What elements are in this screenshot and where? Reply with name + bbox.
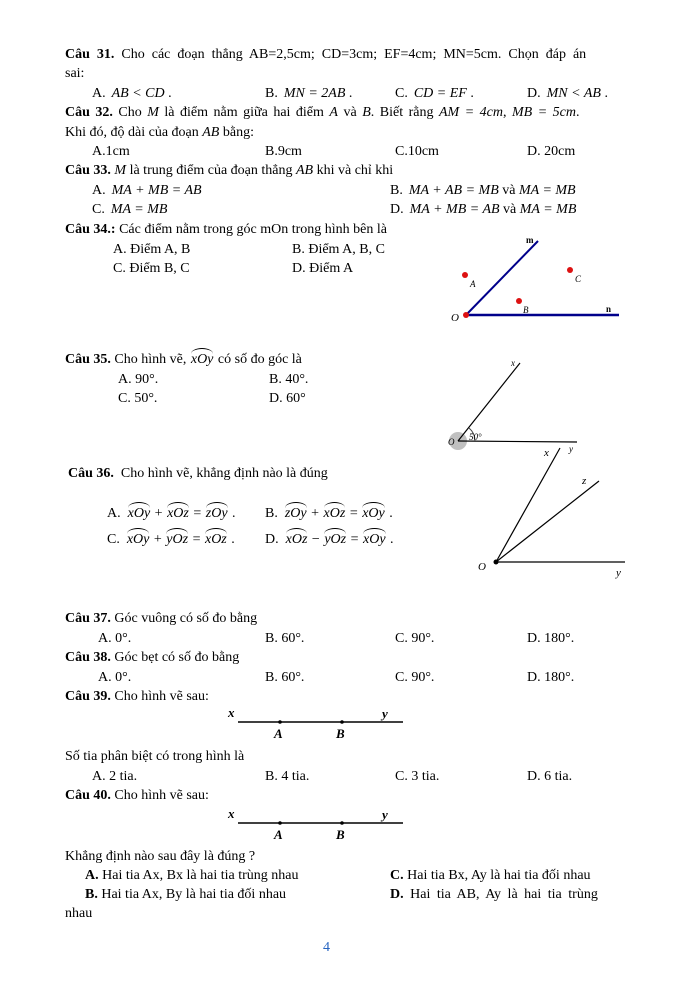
option: D. xOz − yOz = xOy . [265,532,394,547]
ray-y-label: y [569,444,573,454]
option: B.9cm [265,144,302,159]
q38-label: Câu 38. [65,650,111,665]
q32-line1: Câu 32. Cho M là điểm nằm giữa hai điểm A và B. Biết rằng AM = 4cm, MB = 5cm. [65,105,580,120]
option: C. Hai tia Bx, Ay là hai tia đối nhau [390,868,591,883]
q35-line: Câu 35. Cho hình vẽ, xOy có số đo góc là [65,352,302,367]
option: C. Điểm B, C [113,261,190,276]
q37-label: Câu 37. [65,611,111,626]
option: A. MA + MB = AB [92,183,202,198]
option: A. Hai tia Ax, Bx là hai tia trùng nhau [85,868,299,883]
option: C. MA = MB [92,202,168,217]
ray-x-label: x [228,806,235,821]
option: A. AB < CD . [92,86,172,101]
point-b-label: B [336,726,345,741]
option: A.1cm [92,144,130,159]
option: D. Điểm A [292,261,354,276]
point-c-label: C [575,274,582,284]
q33-label: Câu 33. [65,163,111,178]
figure-q39-line-xy [225,704,410,744]
option: D. MN < AB . [527,86,608,101]
q40-line [0,786,694,805]
option: B. 4 tia. [265,769,310,784]
option: B. zOy + xOz = xOy . [265,506,393,521]
option: C.10cm [395,144,439,159]
option: D. 60° [269,391,306,406]
option: A. 0°. [98,631,132,646]
ray-z-label: z [582,475,587,487]
q34-label: Câu 34.: [65,222,116,237]
option: B. MA + AB = MB và MA = MB [390,183,576,198]
point-a-label: A [274,827,283,842]
vertex-o-dot [463,312,469,318]
q39-text: Cho hình vẽ sau: [114,689,209,704]
option: D. 180°. [527,631,575,646]
q31-line2 [0,64,694,83]
ray-z [496,481,599,562]
q32-label: Câu 32. [65,105,113,120]
q40-overflow: nhau [65,906,93,921]
ray-m-label: m [526,235,534,245]
figure-q34-angle-mOn [445,228,640,325]
option: D. MA + MB = AB và MA = MB [390,202,577,217]
vertex-o-label: O [478,561,486,573]
option: B. 60°. [265,670,305,685]
q40-question: Khẳng định nào sau đây là đúng ? [65,849,256,864]
option: D. 20cm [527,144,576,159]
angle-xOy: xOy [190,352,214,367]
q31-text: Cho các đoạn thẳng AB=2,5cm; CD=3cm; EF=4cm; MN=5cm. Chọn đáp án [121,47,587,62]
point-b-label: B [523,305,529,315]
option: D. 6 tia. [527,769,573,784]
q39-label: Câu 39. [65,689,111,704]
point-a-dot [278,821,282,825]
ray-n-label: n [606,304,612,314]
option: D. Hai tia AB, Ay là hai tia trùng [390,887,598,902]
point-b-dot [340,720,344,724]
point-a-dot [462,272,468,278]
q40-text: Cho hình vẽ sau: [114,788,209,803]
ray-y-label: y [382,807,388,822]
option: B. MN = 2AB . [265,86,353,101]
page-number: 4 [323,940,330,955]
option: B. 60°. [265,631,305,646]
option: A. 0°. [98,670,132,685]
option: C. 50°. [118,391,158,406]
q31-label: Câu 31. [65,47,115,62]
q34-text: Các điểm nằm trong góc mOn trong hình bên là [119,222,387,237]
option: B. Hai tia Ax, By là hai tia đối nhau [85,887,287,902]
q31-line1 [0,45,694,64]
figure-q36-rays-xzy [470,442,655,582]
point-a-dot [278,720,282,724]
option: C. CD = EF . [395,86,474,101]
option: B. Điểm A, B, C [292,242,385,257]
option: A. 2 tia. [92,769,138,784]
point-c-dot [567,267,573,273]
option: C. 90°. [395,670,435,685]
q39-question: Số tia phân biệt có trong hình là [65,749,245,764]
point-b-dot [340,821,344,825]
q31-text-cont: sai: [65,66,85,81]
option: C. xOy + yOz = xOz . [107,532,235,547]
option: C. 90°. [395,631,435,646]
q36-label: Câu 36. [68,466,114,481]
option: A. Điểm A, B [113,242,191,257]
point-a-label: A [274,726,283,741]
ray-x-label: x [544,447,549,459]
option: C. 3 tia. [395,769,440,784]
q38-line [0,648,694,667]
ray-x [458,363,520,441]
point-a-label: A [470,279,476,289]
angle-degree-label: 50° [469,432,482,442]
q37-line [0,609,694,628]
figure-q40-line-xy [225,805,410,845]
option: B. 40°. [269,372,309,387]
ray-y-label: y [616,567,621,579]
ray-x-label: x [511,358,515,368]
q36-text: Cho hình vẽ, khẳng định nào là đúng [120,466,328,481]
q40-label: Câu 40. [65,788,111,803]
vertex-o-dot [494,560,499,565]
point-b-dot [516,298,522,304]
q32-line2: Khi đó, độ dài của đoạn AB bằng: [65,125,254,140]
vertex-o-label: O [448,437,455,447]
ray-x [496,448,560,562]
option: A. xOy + xOz = zOy . [107,506,236,521]
q37-text: Góc vuông có số đo bằng [114,611,258,626]
ray-m [466,241,538,315]
ray-x-label: x [228,705,235,720]
q38-text: Góc bẹt có số đo bằng [114,650,240,665]
point-b-label: B [336,827,345,842]
vertex-o-label: O [451,312,459,324]
q33-line: Câu 33. M là trung điểm của đoạn thẳng AB khi và chỉ khi [65,163,394,178]
option: A. 90°. [118,372,159,387]
q35-label: Câu 35. [65,352,111,367]
option: D. 180°. [527,670,575,685]
ray-y-label: y [382,706,388,721]
